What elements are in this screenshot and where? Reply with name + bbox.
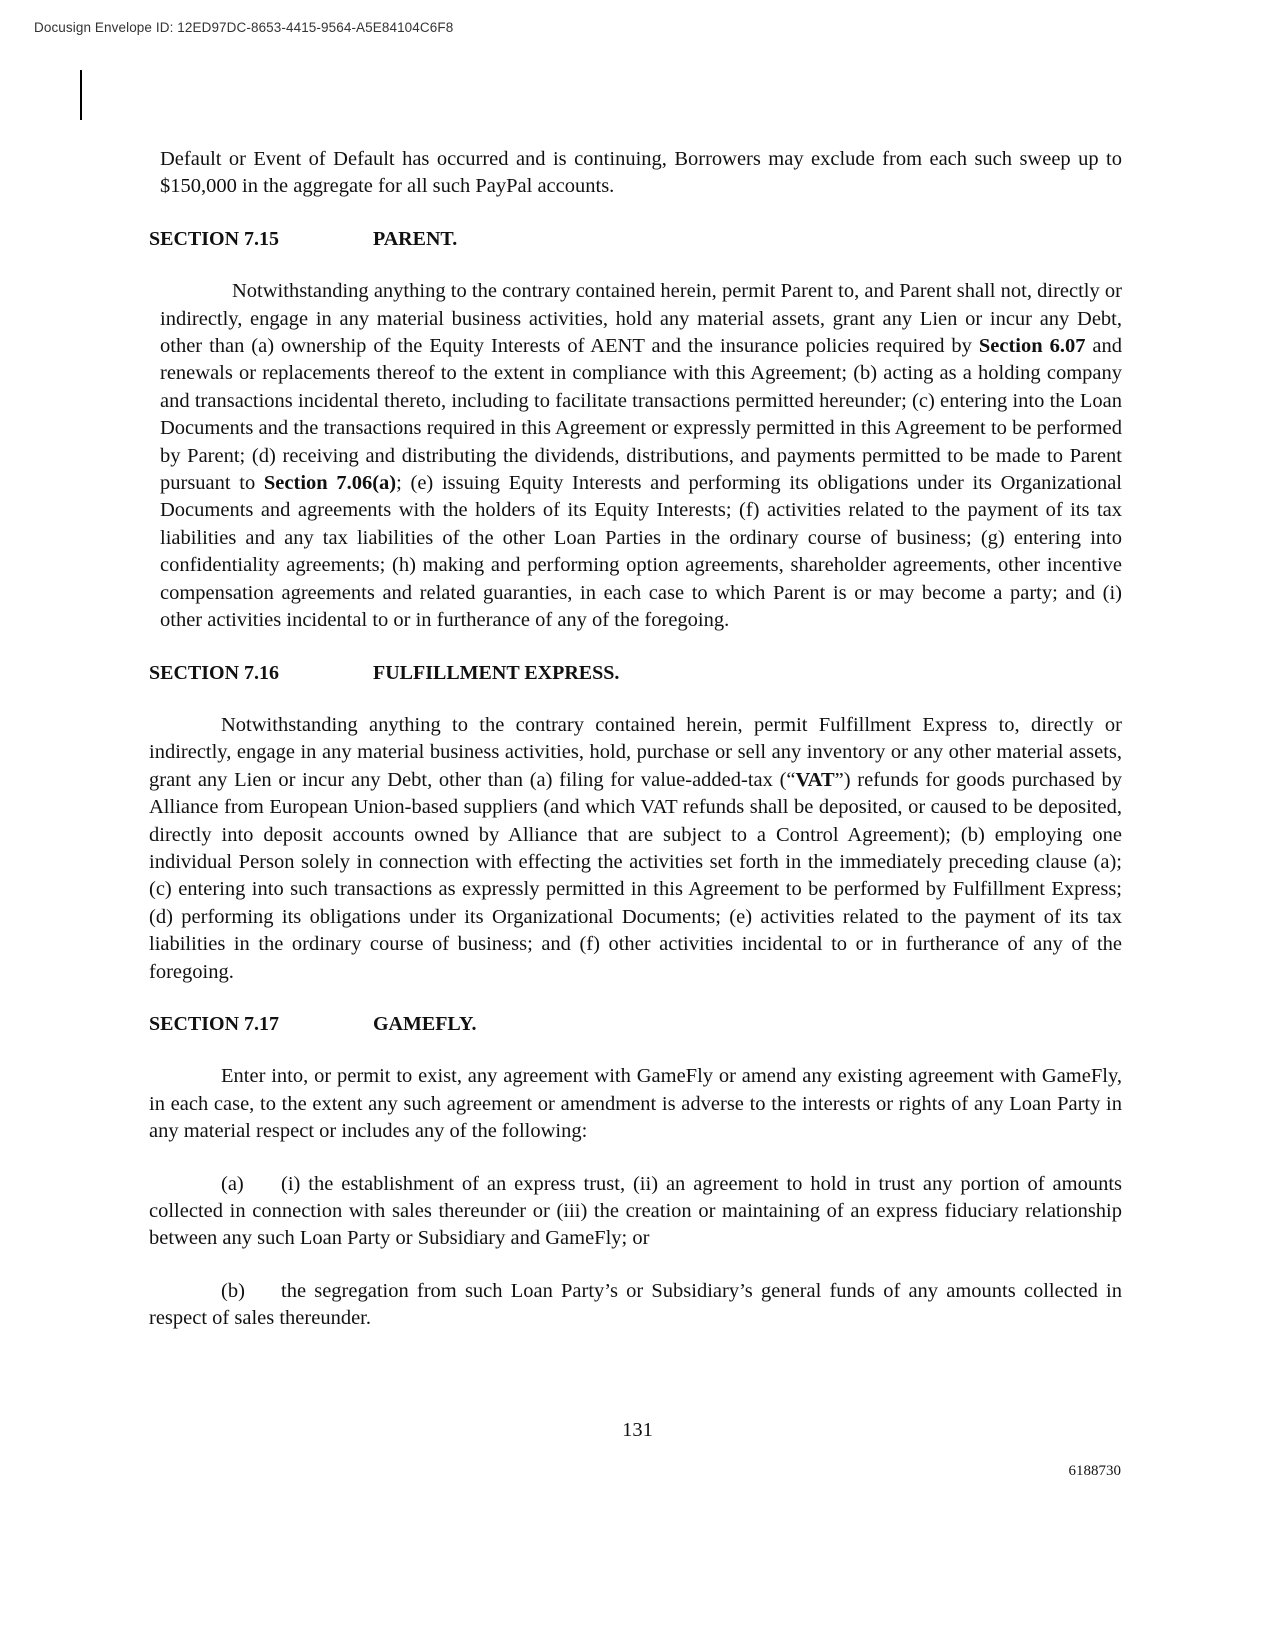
- section-number: SECTION 7.16: [149, 661, 280, 684]
- envelope-id: Docusign Envelope ID: 12ED97DC-8653-4415-9564-A5E84104C6F8: [34, 20, 454, 35]
- section-reference: Section 7.06(a): [263, 472, 397, 495]
- document-body: [149, 146, 1123, 1333]
- item-label: (b): [221, 1279, 245, 1302]
- section-7-16-heading: [149, 660, 1122, 687]
- item-text: (i) the establishment of an express trust, (ii) an agreement to hold in trust any portion of amounts collected in connection with sales thereunder or (iii) the creation or maintaining of an express fiduciary relationship between any such Loan Party or Subsidiary and GameFly; or: [149, 1172, 1122, 1250]
- defined-term: VAT: [795, 768, 835, 791]
- list-item-b: [149, 1278, 1122, 1333]
- paragraph-text: ”) refunds for goods purchased by Alliance from European Union-based suppliers (and which VAT refunds shall be deposited, or caused to be deposited, directly into deposit accounts owned by Alliance that are subject to a Control Agreement); (b) employing one individual Person solely in connection with effecting the activities set forth in the immediately preceding clause (a); (c) entering into such transactions as expressly permitted in this Agreement to be performed by Fulfillment Express; (d) performing its obligations under its Organizational Documents; (e) activities related to the payment of its tax liabilities in the ordinary course of business; and (f) other activities incidental to or in furtherance of any of the foregoing.: [149, 768, 1122, 983]
- change-bar: [80, 70, 82, 120]
- page-number: 131: [622, 1419, 653, 1441]
- section-7-15-heading: [149, 226, 1122, 253]
- paragraph-text: Notwithstanding anything to the contrary contained herein, permit Parent to, and Parent shall not, directly or indirectly, engage in any material business activities, hold any material assets, grant any Lien or incur any Debt, other than (a) ownership of the Equity Interests of AENT and the insurance policies required by: [160, 280, 1122, 358]
- section-number: SECTION 7.15: [149, 227, 280, 250]
- paragraph-text: and renewals or replacements thereof to the extent in compliance with this Agreement; (b) acting as a holding company and transactions incidental thereto, including to facilitate transactions permitted hereunder; (c) entering into the Loan Documents and the transactions required in this Agreement or expressly permitted in this Agreement to be performed by Parent; (d) receiving and distributing the dividends, distributions, and payments permitted to be made to Parent pursuant to: [160, 335, 1122, 495]
- document-id: 6188730: [1068, 1463, 1121, 1479]
- item-text: the segregation from such Loan Party’s or Subsidiary’s general funds of any amounts collected in respect of sales thereunder.: [149, 1279, 1122, 1330]
- item-label: (a): [221, 1172, 244, 1195]
- section-title: PARENT.: [373, 227, 458, 250]
- section-number: SECTION 7.17: [149, 1012, 280, 1035]
- section-title: GAMEFLY.: [373, 1012, 477, 1035]
- section-7-16-paragraph: [149, 712, 1122, 986]
- list-item-a: [149, 1171, 1122, 1253]
- section-7-15-paragraph: [160, 278, 1122, 634]
- section-7-17-heading: [149, 1011, 1122, 1038]
- section-title: FULFILLMENT EXPRESS.: [373, 661, 620, 684]
- intro-paragraph: Default or Event of Default has occurred and is continuing, Borrowers may exclude from each such sweep up to $150,000 in the aggregate for all such PayPal accounts.: [160, 148, 1122, 198]
- section-reference: Section 6.07: [978, 335, 1086, 358]
- section-7-17-paragraph: Enter into, or permit to exist, any agreement with GameFly or amend any existing agreement with GameFly, in each case, to the extent any such agreement or amendment is adverse to the interests or rights of any Loan Party in any material respect or includes any of the following:: [149, 1065, 1122, 1143]
- paragraph-text: ; (e) issuing Equity Interests and performing its obligations under its Organizational Documents and agreements with the holders of its Equity Interests; (f) activities related to the payment of its tax liabilities and any tax liabilities of the other Loan Parties in the ordinary course of business; (g) entering into confidentiality agreements; (h) making and performing option agreements, shareholder agreements, other incentive compensation agreements and related guaranties, in each case to which Parent is or may become a party; and (i) other activities incidental to or in furtherance of any of the foregoing.: [160, 472, 1123, 632]
- paragraph-text: Notwithstanding anything to the contrary contained herein, permit Fulfillment Express to, directly or indirectly, engage in any material business activities, hold, purchase or sell any inventory or any other material assets, grant any Lien or incur any Debt, other than (a) filing for value-added-tax (“: [149, 713, 1122, 791]
